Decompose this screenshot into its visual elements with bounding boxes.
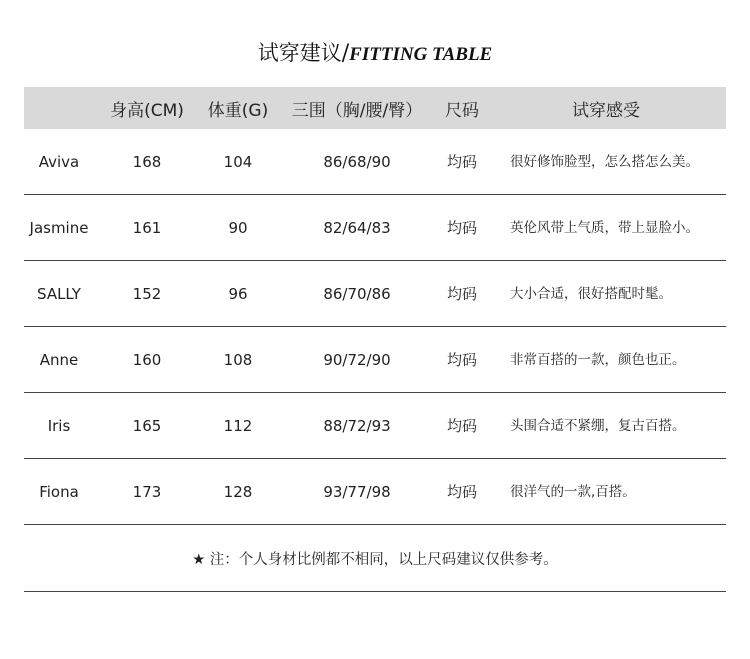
cell-name: Iris <box>47 416 71 435</box>
header-height: 身高(CM) <box>110 100 184 121</box>
cell-size: 均码 <box>446 351 477 369</box>
cell-size: 均码 <box>446 417 477 435</box>
title-slash: / <box>341 41 350 66</box>
cell-height: 160 <box>132 350 162 369</box>
cell-name: Aviva <box>38 152 80 171</box>
cell-feel: 英伦风带上气质，带上显脸小。 <box>510 219 699 236</box>
table-row <box>24 129 726 195</box>
cell-measurements: 90/72/90 <box>323 350 391 369</box>
cell-weight: 112 <box>223 416 253 435</box>
page-title <box>0 38 750 70</box>
cell-name: SALLY <box>37 284 81 303</box>
cell-weight: 104 <box>223 152 253 171</box>
cell-weight: 108 <box>223 350 253 369</box>
cell-weight: 90 <box>228 218 248 237</box>
cell-measurements: 88/72/93 <box>323 416 391 435</box>
title-english: FITTING TABLE <box>349 44 493 65</box>
cell-height: 168 <box>132 152 162 171</box>
table-row <box>24 393 726 459</box>
fitting-table <box>24 87 726 525</box>
cell-feel: 头围合适不紧绷，复古百搭。 <box>510 417 686 434</box>
cell-weight: 96 <box>228 284 248 303</box>
cell-size: 均码 <box>446 483 477 501</box>
cell-name: Fiona <box>39 482 79 501</box>
cell-measurements: 86/70/86 <box>323 284 391 303</box>
footnote: ★ 注：个人身材比例都不相同，以上尺码建议仅供参考。 <box>24 526 726 592</box>
cell-height: 152 <box>132 284 162 303</box>
header-feel: 试穿感受 <box>572 100 640 121</box>
cell-measurements: 86/68/90 <box>323 152 391 171</box>
cell-name: Anne <box>39 350 79 369</box>
table-row <box>24 459 726 525</box>
cell-name: Jasmine <box>29 218 89 237</box>
table-row <box>24 195 726 261</box>
header-weight: 体重(G) <box>207 100 269 121</box>
cell-feel: 大小合适，很好搭配时髦。 <box>510 285 672 302</box>
title-chinese: 试穿建议 <box>257 41 342 65</box>
table-row <box>24 261 726 327</box>
cell-height: 165 <box>132 416 162 435</box>
cell-measurements: 82/64/83 <box>323 218 391 237</box>
cell-weight: 128 <box>223 482 253 501</box>
cell-feel: 很好修饰脸型，怎么搭怎么美。 <box>510 153 699 170</box>
cell-size: 均码 <box>446 285 477 303</box>
table-row <box>24 327 726 393</box>
header-size: 尺码 <box>445 100 479 121</box>
cell-feel: 很洋气的一款,百搭。 <box>510 483 636 500</box>
cell-height: 161 <box>132 218 162 237</box>
cell-height: 173 <box>132 482 162 501</box>
cell-size: 均码 <box>446 153 477 171</box>
cell-feel: 非常百搭的一款，颜色也正。 <box>510 351 686 368</box>
cell-size: 均码 <box>446 219 477 237</box>
cell-measurements: 93/77/98 <box>323 482 391 501</box>
table-header <box>24 87 726 129</box>
header-measurements: 三围（胸/腰/臀） <box>291 100 423 121</box>
